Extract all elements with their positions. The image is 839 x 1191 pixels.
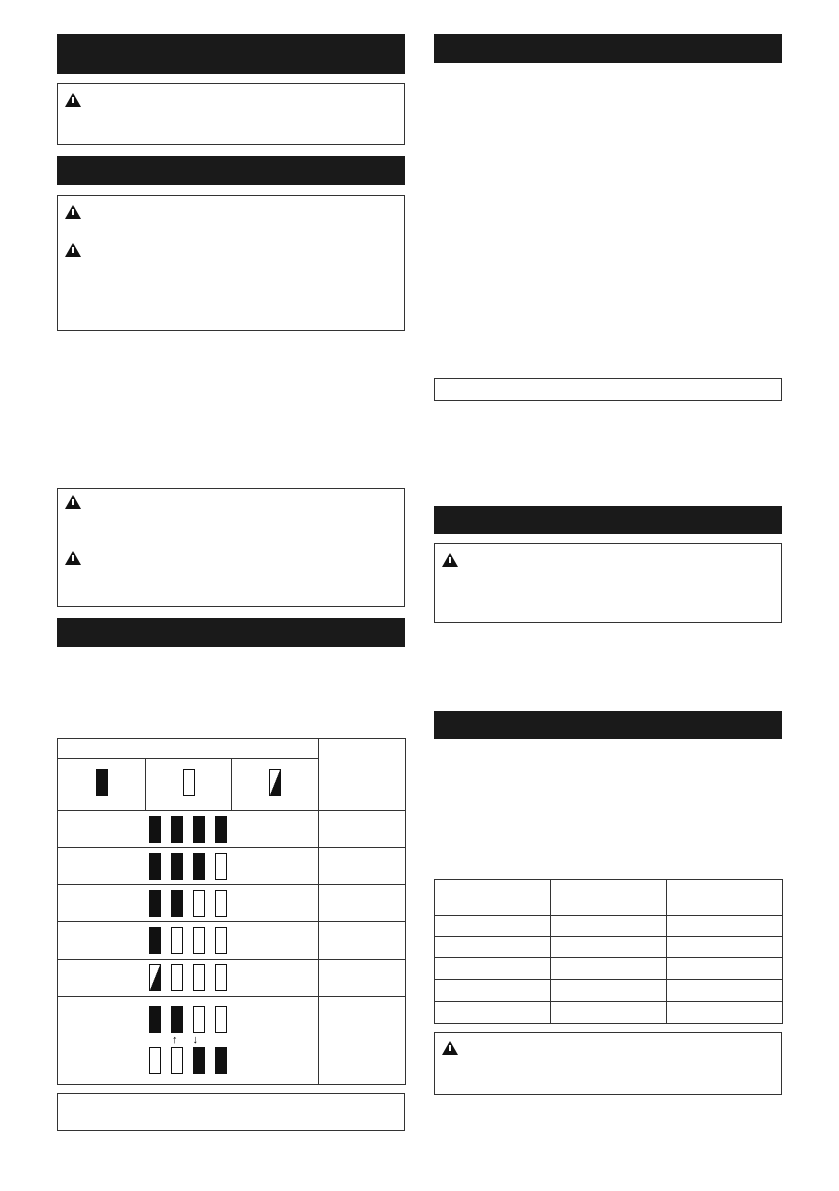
table-row	[435, 1002, 783, 1024]
warning-triangle-icon	[65, 551, 81, 565]
lamp-off-icon	[193, 890, 205, 917]
lamp-off-icon	[183, 769, 195, 796]
battery-indicator-table	[57, 738, 406, 1085]
specification-table	[434, 879, 783, 1024]
remaining-cell	[319, 885, 406, 922]
lamp-lit-icon	[193, 1047, 205, 1074]
section-header-4	[434, 34, 782, 63]
lamp-lit-icon	[149, 890, 161, 917]
lamp-lit-icon	[149, 816, 161, 843]
indicator-table-header	[58, 739, 319, 759]
lamp-lit-icon	[96, 769, 108, 796]
indicator-row	[58, 848, 406, 885]
legend-lit	[58, 759, 146, 811]
lamp-off-icon	[193, 1006, 205, 1033]
table-row	[435, 916, 783, 937]
indicator-table-header-remaining	[319, 739, 406, 811]
lamp-off-icon	[215, 1006, 227, 1033]
lamp-off-icon	[171, 927, 183, 954]
lamp-blinking-icon	[149, 964, 161, 991]
lamp-lit-icon	[171, 1006, 183, 1033]
warning-triangle-icon	[65, 243, 81, 257]
lamp-off-icon	[171, 964, 183, 991]
lamp-off-icon	[215, 927, 227, 954]
indicator-row	[58, 811, 406, 848]
lamp-off-icon	[215, 853, 227, 880]
warning-box-2	[57, 195, 405, 331]
section-header-3	[57, 618, 405, 647]
warning-box-6	[434, 1032, 782, 1095]
remaining-cell	[319, 922, 406, 959]
lamp-off-icon	[215, 964, 227, 991]
table-row	[435, 958, 783, 980]
indicator-row	[58, 996, 406, 1084]
table-row	[435, 980, 783, 1002]
remaining-cell	[319, 959, 406, 996]
legend-off	[146, 759, 232, 811]
section-header-1	[57, 34, 405, 74]
lamp-off-icon	[193, 964, 205, 991]
indicator-row	[58, 959, 406, 996]
lamp-off-icon	[149, 1047, 161, 1074]
table-header-row	[435, 880, 783, 916]
remaining-cell	[319, 811, 406, 848]
lamp-off-icon	[193, 927, 205, 954]
section-header-2	[57, 156, 405, 185]
warning-triangle-icon	[65, 93, 81, 107]
section-header-6	[434, 711, 782, 739]
warning-triangle-icon	[65, 205, 81, 219]
lamp-lit-icon	[149, 1006, 161, 1033]
indicator-row	[58, 885, 406, 922]
remaining-cell	[319, 996, 406, 1084]
warning-triangle-icon	[442, 1041, 458, 1055]
warning-triangle-icon	[442, 553, 458, 567]
lamp-lit-icon	[193, 853, 205, 880]
note-box-right	[434, 378, 782, 401]
legend-blinking	[232, 759, 319, 811]
lamp-lit-icon	[149, 853, 161, 880]
lamp-lit-icon	[193, 816, 205, 843]
lamp-blinking-icon	[269, 769, 281, 796]
alternating-arrows-icon: ↑ ↓	[171, 1034, 205, 1047]
lamp-off-icon	[171, 1047, 183, 1074]
remaining-cell	[319, 848, 406, 885]
warning-triangle-icon	[65, 495, 81, 509]
indicator-row	[58, 922, 406, 959]
lamp-lit-icon	[171, 890, 183, 917]
warning-box-3	[57, 488, 405, 607]
warning-box-5	[434, 543, 782, 623]
lamp-lit-icon	[215, 1047, 227, 1074]
lamp-off-icon	[215, 890, 227, 917]
lamp-lit-icon	[171, 816, 183, 843]
lamp-lit-icon	[215, 816, 227, 843]
lamp-lit-icon	[171, 853, 183, 880]
note-box-left	[57, 1093, 405, 1131]
lamp-lit-icon	[149, 927, 161, 954]
warning-box-1	[57, 83, 405, 145]
table-row	[435, 937, 783, 958]
section-header-5	[434, 506, 782, 534]
